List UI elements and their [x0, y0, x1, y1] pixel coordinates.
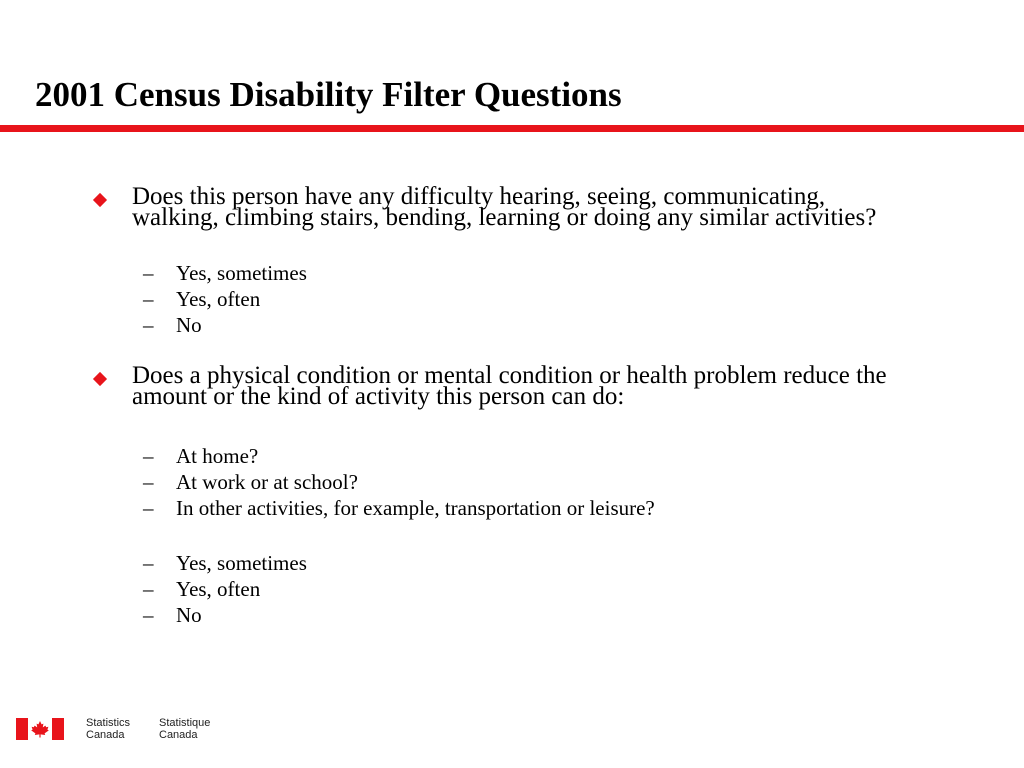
- question-2-answer-3: [143, 602, 202, 628]
- canada-flag-icon: [16, 718, 64, 740]
- dash-icon: –: [143, 313, 154, 337]
- question-1-answer-3: [143, 312, 202, 338]
- question-2-context-2: [143, 469, 358, 495]
- diamond-bullet-icon: [93, 193, 107, 207]
- agency-fr-line-2: Canada: [159, 729, 198, 741]
- question-2-answer-1: [143, 550, 307, 576]
- answer-label: No: [176, 313, 202, 337]
- agency-en-line-1: Statistics: [86, 717, 131, 729]
- question-1-answer-1: [143, 260, 307, 286]
- question-2-context-3: [143, 495, 655, 521]
- agency-fr-line-1: Statistique: [159, 717, 211, 729]
- dash-icon: –: [143, 551, 154, 575]
- agency-name-english: [86, 717, 130, 741]
- dash-icon: –: [143, 470, 154, 494]
- dash-icon: –: [143, 287, 154, 311]
- dash-icon: –: [143, 496, 154, 520]
- context-label: At work or at school?: [176, 470, 358, 494]
- question-2: [95, 362, 915, 410]
- dash-icon: –: [143, 261, 154, 285]
- answer-label: No: [176, 603, 202, 627]
- agency-name-french: [159, 717, 210, 741]
- dash-icon: –: [143, 577, 154, 601]
- question-2-context-1: [143, 443, 258, 469]
- answer-label: Yes, often: [176, 577, 261, 601]
- answer-label: Yes, often: [176, 287, 261, 311]
- title-divider: [0, 125, 1024, 132]
- question-1-answer-2: [143, 286, 260, 312]
- question-2-answer-2: [143, 576, 260, 602]
- diamond-bullet-icon: [93, 372, 107, 386]
- answer-label: Yes, sometimes: [176, 261, 307, 285]
- agency-en-line-2: Canada: [86, 729, 125, 741]
- dash-icon: –: [143, 603, 154, 627]
- question-1: [95, 183, 915, 231]
- question-1-text: Does this person have any difficulty hearing, seeing, communicating, walking, climbing stairs, bending, learning or doing any similar activities?: [132, 183, 877, 231]
- answer-label: Yes, sometimes: [176, 551, 307, 575]
- question-2-text: Does a physical condition or mental condition or health problem reduce the amount or the kind of activity this person can do:: [132, 362, 887, 410]
- dash-icon: –: [143, 444, 154, 468]
- context-label: In other activities, for example, transportation or leisure?: [176, 496, 655, 520]
- slide-title: 2001 Census Disability Filter Questions: [35, 75, 622, 114]
- context-label: At home?: [176, 444, 259, 468]
